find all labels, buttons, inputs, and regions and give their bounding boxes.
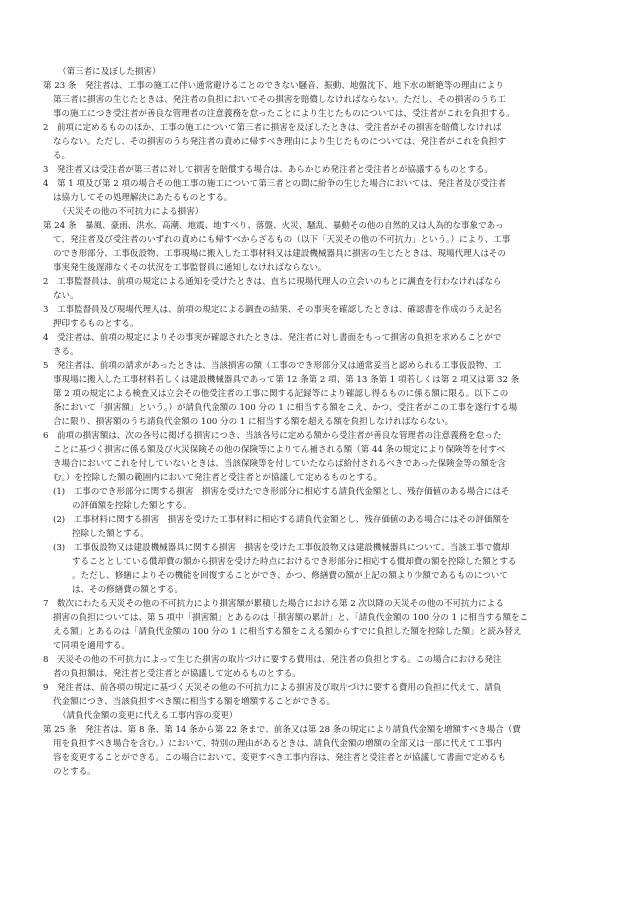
article-23-para-4: 4 第 1 項及び第 2 項の場合その他工事の施工について第三者との間に紛争の生じた場合においては、発注者及び受注者 [43, 179, 507, 189]
article-24-line: 事実発生後遅滞なくその状況を工事監督員に通知しなければならない。 [53, 263, 327, 273]
article-24-para-9: 代金額につき、当該負担すべき額に相当する額を増額することができる。 [53, 697, 336, 707]
article-24-para-6: 6 前項の損害額は、次の各号に掲げる損害につき、当該各号に定める額から受注者が善良な管理者の注意義務を怠った [43, 431, 502, 441]
article-24-item-3: することとしている償却費の額から損害を受けた時点におけるでき形部分に相応する償却費の額を控除した額とする [72, 557, 517, 567]
article-24-para-7: える額」とあるのは「請負代金額の 100 分の 1 に相当する額をこえる額からすでに負担した額を控除した額」と読み替え [53, 627, 522, 637]
article-24-item-3: (3) 工事仮設物又は建設機械器具に関する損害 損害を受けた工事仮設物又は建設機械器具について、当該工事で償却 [53, 543, 510, 553]
article-24-para-6: き場合においてこれを付していないときは、当該保険等を付していたならば給付されるべきであった保険金等の額を含 [53, 459, 506, 469]
article-24-item-2: (2) 工事材料に関する損害 損害を受けた工事材料に相応する請負代金額とし、残存価値のある場合にはその評価額を [53, 515, 510, 525]
article-24-line: 第 24 条 暴風、豪雨、洪水、高潮、地震、地すべり、落盤、火災、騒乱、暴動その他の自然的又は人為的な事象であっ [43, 221, 504, 231]
article-24-para-2: ない。 [53, 291, 79, 301]
article-24-para-5: 事現場に搬入した工事材料若しくは建設機械器具であって第 12 条第 2 項、第 13 条第 1 項若しくは第 2 項又は第 32 条 [53, 375, 520, 385]
article-24-para-4: きる。 [53, 347, 79, 357]
article-24-item-1: (1) 工事のでき形部分に関する損害 損害を受けたでき形部分に相応する請負代金額とし、残存価値のある場合にはそ [53, 487, 510, 497]
article-25-line: のとする。 [53, 767, 96, 777]
article-24-para-3: 3 工事監督員及び現場代理人は、前項の規定による調査の結果、その事実を確認したときは、確認書を作成のうえ記名 [43, 305, 502, 315]
article-23-para-3: 3 発注者又は受注者が第三者に対して損害を賠償する場合は、あらかじめ発注者と受注者とが協議するものとする。 [43, 165, 493, 175]
article-24-para-4: 4 受注者は、前項の規定によりその事実が確認されたときは、発注者に対し書面をもって損害の負担を求めることがで [43, 333, 502, 343]
article-24-para-7: て同項を適用する。 [53, 641, 130, 651]
article-24-para-7: 7 数次にわたる天災その他の不可抗力により損害額が累積した場合における第 2 次以降の天災その他の不可抗力による [43, 599, 504, 609]
article-24-line: て、発注者及び受注者のいずれの責めにも帰すべからざるもの（以下「天災その他の不可抗力」という。）により、工事 [53, 235, 511, 245]
article-24-para-5: 5 発注者は、前項の請求があったときは、当該損害の額（工事のでき形部分又は通常妥当と認められる工事仮設物、工 [43, 361, 502, 371]
article-24-item-3: 。ただし、修繕によりその機能を回復することができ、かつ、修繕費の額が上記の額より少額であるものについて [72, 571, 508, 581]
article-23-para-2: る。 [53, 151, 71, 161]
article-24-para-9: 9 発注者は、前各項の規定に基づく天災その他の不可抗力による損害及び取片づけに要する費用の負担に代えて、請負 [43, 683, 502, 693]
article-25-line: 第 25 条 発注者は、第 8 条、第 14 条から第 22 条まで、前条又は第 28 条の規定により請負代金額を増額すべき場合（費 [43, 725, 521, 735]
article-23-line: 事の施工につき受注者が善良な管理者の注意義務を怠ったことにより生じたものについては、受注者がこれを負担する。 [53, 109, 515, 119]
article-23-line: 第三者に損害の生じたときは、発注者の負担においてその損害を賠償しなければならない。ただし、その損害のうち工 [53, 95, 506, 105]
article-24-para-5: 第 2 項の規定による検査又は立会その他受注者の工事に関する記録等により確認し得るものに係る額に限る。以下この [53, 389, 509, 399]
heading-article-23: （第三者に及ぼした損害） [58, 67, 161, 77]
article-24-para-6: ことに基づく損害に係る額及び火災保険その他の保険等によりてん補される額（第 44 条の規定により保険等を付すべ [53, 445, 506, 455]
article-23-line: 第 23 条 発注者は、工事の施工に伴い通常避けることのできない騒音、振動、地盤沈下、地下水の断絶等の理由により [43, 81, 504, 91]
article-24-para-2: 2 工事監督員は、前項の規定による通知を受けたときは、直ちに現場代理人の立会いのもとに調査を行わなければなら [43, 277, 502, 287]
article-24-para-6: む。）を控除した額の範囲内において発注者と受注者とが協議して定めるものとする。 [53, 473, 383, 483]
article-24-item-1: の評価額を控除した額とする。 [72, 501, 192, 511]
article-23-para-2: 2 前項に定めるもののほか、工事の施工について第三者に損害を及ぼしたときは、受注者がその損害を賠償しなければ [43, 123, 502, 133]
article-25-line: 容を変更することができる。この場合において、変更すべき工事内容は、発注者と受注者とが協議して書面で定めるも [53, 753, 506, 763]
heading-article-24: （天災その他の不可抗力による損害） [58, 207, 204, 217]
article-23-para-4: は協力してその処理解決にあたるものとする。 [53, 193, 233, 203]
article-25-line: 用を負担すべき場合を含む。）において、特別の理由があるときは、請負代金額の増額の全部又は一部に代えて工事内 [53, 739, 502, 749]
article-24-para-5: 条において「損害額」という。）が請負代金額の 100 分の 1 に相当する額をこえ、かつ、受注者がこの工事を遂行する場 [53, 403, 518, 413]
article-24-item-3: は、その修繕費の額とする。 [72, 585, 184, 595]
article-24-para-8: 8 天災その他の不可抗力によって生じた損害の取片づけに要する費用は、発注者の負担とする。この場合における発注 [43, 655, 502, 665]
article-23-para-2: ならない。ただし、その損害のうち発注者の責めに帰すべき理由により生じたものについては、発注者がこれを負担す [53, 137, 506, 147]
article-24-para-3: 押印するものとする。 [53, 319, 139, 329]
article-24-para-5: 合に限り、損害額のうち請負代金額の 100 分の 1 に相当する額を超える額を負担しなければならない。 [53, 417, 454, 427]
article-24-para-7: 損害の負担については、第 5 項中「損害額」とあるのは「損害額の累計」と、「請負代金額の 100 分の 1 に相当する額をこ [53, 613, 529, 623]
heading-article-25: （請負代金額の変更に代える工事内容の変更） [58, 711, 238, 721]
article-24-para-8: 者の負担額は、発注者と受注者とが協議して定めるものとする。 [53, 669, 301, 679]
article-24-line: のでき形部分、工事仮設物、工事現場に搬入した工事材料又は建設機械器具に損害の生じたときは、現場代理人はその [53, 249, 506, 259]
article-24-item-2: 控除した額とする。 [72, 529, 149, 539]
